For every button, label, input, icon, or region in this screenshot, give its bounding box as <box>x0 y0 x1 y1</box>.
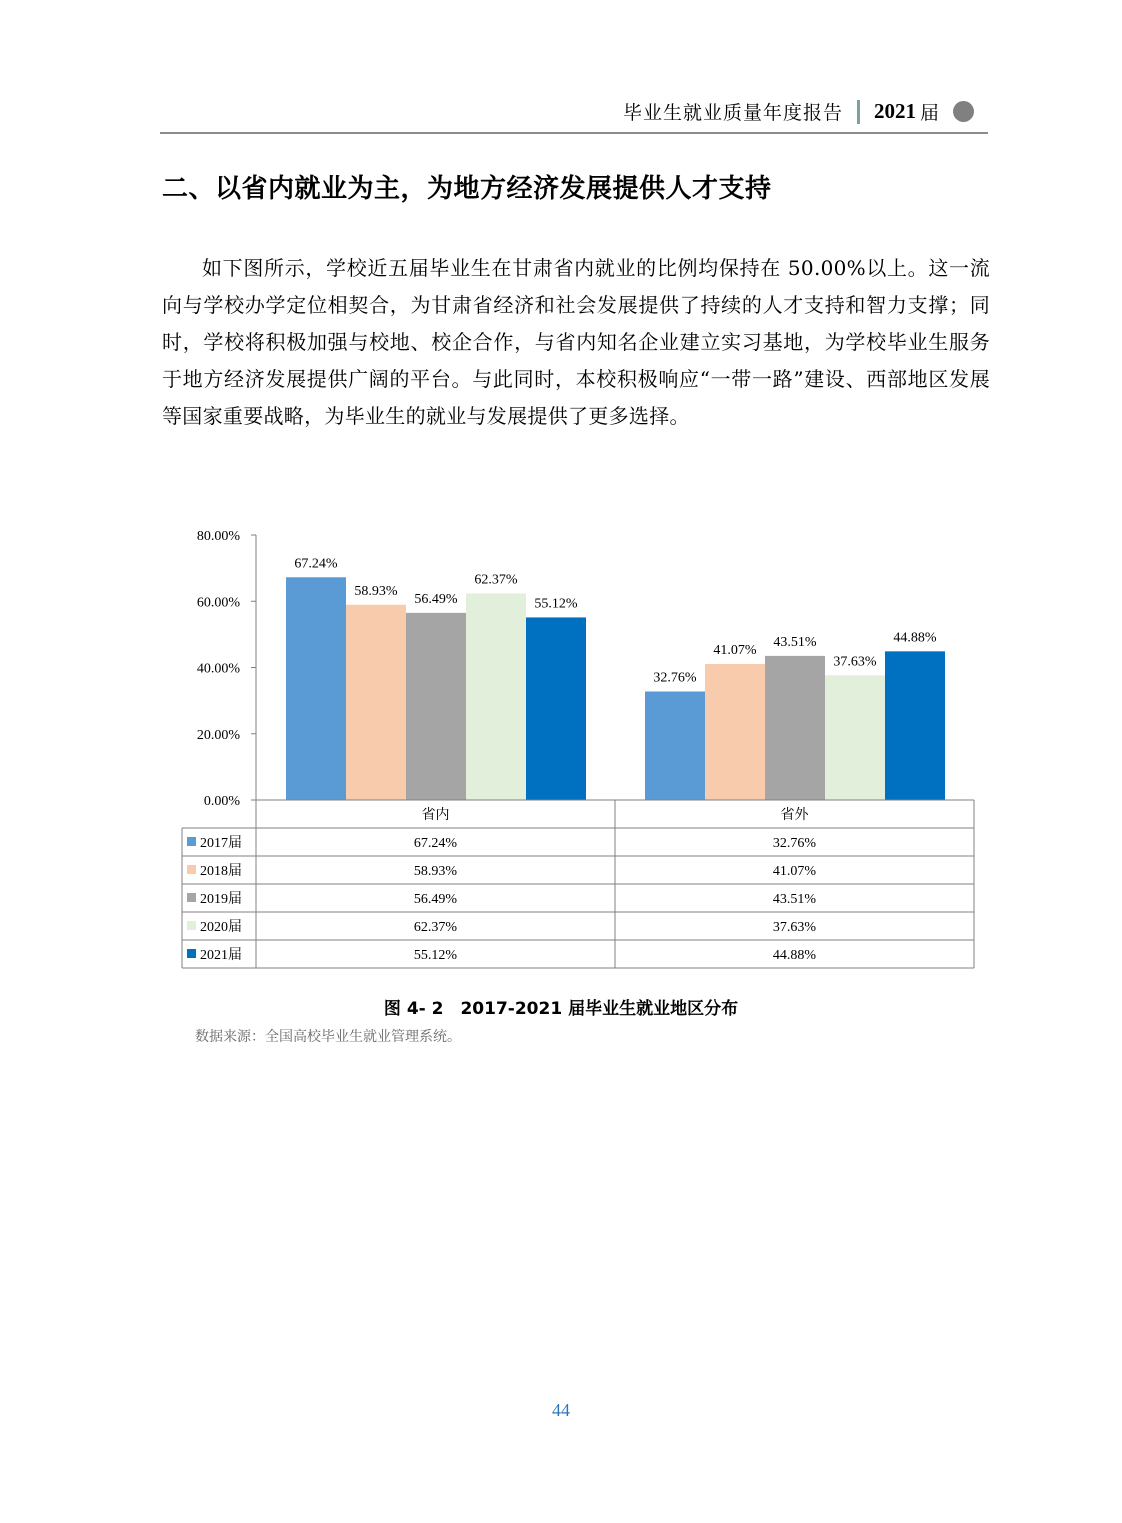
data-source: 数据来源：全国高校毕业生就业管理系统。 <box>195 1029 461 1045</box>
category-label: 省内 <box>421 807 450 823</box>
table-cell: 37.63% <box>772 920 817 935</box>
page-number: 44 <box>552 1400 570 1420</box>
table-cell: 55.12% <box>413 948 458 963</box>
report-title: 毕业生就业质量年度报告 <box>622 102 843 124</box>
circle-icon <box>953 101 974 122</box>
body-paragraph: 如下图所示，学校近五届毕业生在甘肃省内就业的比例均保持在 50.00%以上。这一流向与学校办学定位相契合，为甘肃省经济和社会发展提供了持续的人才支持和智力支撑；同时，学校将积极加强与校地、校企合作，与省内知名企业建立实习基地，为学校毕业生服务于地方经济发展提供广阔的平台。与此同时，本校积极响应“一带一路”建设、西部地区发展等国家重要战略，为毕业生的就业与发展提供了更多选择。 <box>162 256 990 428</box>
table-cell: 62.37% <box>413 920 458 935</box>
bar-data-label: 56.49% <box>414 591 458 607</box>
bar <box>825 675 885 800</box>
legend-entry: 2017届 <box>200 836 242 851</box>
section-title: 二、以省内就业为主，为地方经济发展提供人才支持 <box>162 174 772 204</box>
bar <box>526 617 586 800</box>
bar-data-label: 55.12% <box>534 596 578 612</box>
bar <box>466 593 526 800</box>
bar <box>346 605 406 800</box>
report-year: 2021 <box>873 99 916 123</box>
y-tick-label: 60.00% <box>196 595 240 611</box>
bar-data-label: 41.07% <box>713 642 757 658</box>
bar-data-label: 67.24% <box>294 556 338 572</box>
bar-data-label: 62.37% <box>474 572 518 588</box>
table-cell: 41.07% <box>772 864 817 879</box>
bar-data-label: 37.63% <box>833 654 877 670</box>
header-right <box>623 98 974 125</box>
y-tick-label: 80.00% <box>196 529 240 544</box>
legend-swatch <box>187 921 196 930</box>
legend-swatch <box>187 865 196 874</box>
table-cell: 43.51% <box>772 892 817 907</box>
bar-data-label: 58.93% <box>354 583 398 599</box>
bar-data-label: 44.88% <box>893 630 937 646</box>
table-cell: 32.76% <box>772 836 817 851</box>
legend-swatch <box>187 837 196 846</box>
region-distribution-chart <box>180 520 980 975</box>
legend-swatch <box>187 893 196 902</box>
legend-entry: 2021届 <box>200 948 242 963</box>
bar-data-label: 43.51% <box>773 634 817 650</box>
bar <box>406 613 466 800</box>
legend-entry: 2019届 <box>200 892 242 907</box>
category-label: 省外 <box>780 807 809 823</box>
header-separator <box>857 100 860 124</box>
y-tick-label: 40.00% <box>196 661 240 677</box>
table-cell: 44.88% <box>772 948 817 963</box>
bar <box>765 656 825 800</box>
legend-entry: 2020届 <box>200 920 242 935</box>
bar <box>645 691 705 800</box>
report-jie: 届 <box>919 102 939 124</box>
legend-entry: 2018届 <box>200 864 242 879</box>
bar <box>885 651 945 800</box>
bar <box>286 577 346 800</box>
y-tick-label: 20.00% <box>196 727 240 743</box>
table-cell: 58.93% <box>413 864 458 879</box>
bar <box>705 664 765 800</box>
bar-data-label: 32.76% <box>653 670 697 686</box>
figure-caption: 图 4- 2 2017-2021 届毕业生就业地区分布 <box>383 999 739 1019</box>
page-header <box>160 96 988 134</box>
y-tick-label: 0.00% <box>203 794 240 809</box>
legend-swatch <box>187 949 196 958</box>
table-cell: 67.24% <box>413 836 458 851</box>
table-cell: 56.49% <box>413 892 458 907</box>
